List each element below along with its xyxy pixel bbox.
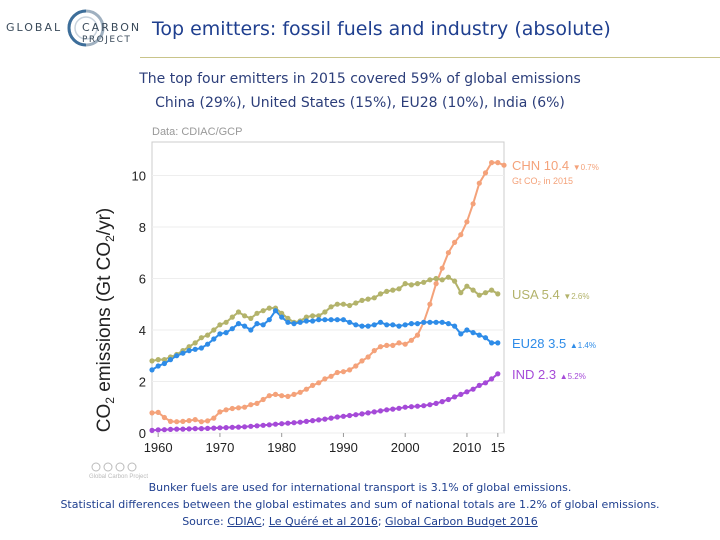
source-separator-1: ; bbox=[261, 515, 269, 528]
data-point-chn bbox=[217, 409, 222, 414]
x-tick-label: 1960 bbox=[143, 440, 173, 455]
data-point-ind bbox=[347, 413, 352, 418]
data-point-usa bbox=[199, 335, 204, 340]
data-point-chn bbox=[483, 170, 488, 175]
data-point-chn bbox=[489, 160, 494, 165]
data-point-chn bbox=[427, 302, 432, 307]
data-point-chn bbox=[329, 374, 334, 379]
data-point-usa bbox=[390, 288, 395, 293]
data-point-eu28 bbox=[285, 320, 290, 325]
footnote-source bbox=[0, 515, 720, 528]
data-point-chn bbox=[446, 250, 451, 255]
data-point-ind bbox=[156, 427, 161, 432]
data-point-eu28 bbox=[489, 340, 494, 345]
data-point-ind bbox=[205, 426, 210, 431]
data-point-ind bbox=[452, 394, 457, 399]
data-point-chn bbox=[440, 266, 445, 271]
data-point-ind bbox=[310, 418, 315, 423]
data-point-eu28 bbox=[359, 324, 364, 329]
data-point-ind bbox=[366, 410, 371, 415]
data-point-usa bbox=[353, 300, 358, 305]
data-point-chn bbox=[248, 402, 253, 407]
data-point-usa bbox=[495, 291, 500, 296]
data-point-chn bbox=[415, 333, 420, 338]
data-point-eu28 bbox=[211, 336, 216, 341]
data-point-chn bbox=[273, 392, 278, 397]
data-point-chn bbox=[162, 415, 167, 420]
data-point-ind bbox=[298, 420, 303, 425]
data-point-eu28 bbox=[341, 317, 346, 322]
data-point-eu28 bbox=[156, 363, 161, 368]
header-divider bbox=[140, 57, 720, 58]
data-point-chn bbox=[230, 406, 235, 411]
data-point-eu28 bbox=[310, 318, 315, 323]
data-point-chn bbox=[199, 419, 204, 424]
data-point-ind bbox=[211, 426, 216, 431]
data-point-ind bbox=[193, 426, 198, 431]
data-point-ind bbox=[224, 425, 229, 430]
data-point-chn bbox=[353, 363, 358, 368]
data-point-ind bbox=[353, 412, 358, 417]
data-point-chn bbox=[285, 394, 290, 399]
data-point-eu28 bbox=[396, 324, 401, 329]
data-point-chn bbox=[291, 392, 296, 397]
data-point-usa bbox=[421, 280, 426, 285]
series-unit-label: Gt CO₂ in 2015 bbox=[512, 176, 574, 187]
data-point-ind bbox=[285, 421, 290, 426]
data-point-chn bbox=[384, 343, 389, 348]
data-point-ind bbox=[304, 419, 309, 424]
data-point-chn bbox=[156, 410, 161, 415]
data-point-usa bbox=[440, 277, 445, 282]
data-point-eu28 bbox=[421, 320, 426, 325]
data-point-eu28 bbox=[378, 320, 383, 325]
data-point-ind bbox=[267, 422, 272, 427]
logo-word-project: PROJECT bbox=[82, 35, 132, 45]
data-point-ind bbox=[316, 417, 321, 422]
data-point-eu28 bbox=[483, 335, 488, 340]
data-point-chn bbox=[187, 418, 192, 423]
data-point-eu28 bbox=[162, 361, 167, 366]
data-point-chn bbox=[211, 416, 216, 421]
data-point-ind bbox=[495, 371, 500, 376]
data-point-usa bbox=[452, 279, 457, 284]
data-point-ind bbox=[409, 404, 414, 409]
data-point-chn bbox=[242, 405, 247, 410]
footnote-bunker-fuels: Bunker fuels are used for international transport is 3.1% of global emissions. bbox=[148, 481, 572, 494]
data-point-chn bbox=[359, 358, 364, 363]
data-point-usa bbox=[458, 290, 463, 295]
data-point-usa bbox=[224, 320, 229, 325]
data-point-chn bbox=[341, 369, 346, 374]
data-point-ind bbox=[396, 406, 401, 411]
data-point-usa bbox=[267, 306, 272, 311]
x-tick-label: 15 bbox=[490, 440, 506, 455]
data-point-usa bbox=[205, 333, 210, 338]
data-point-ind bbox=[458, 392, 463, 397]
data-point-chn bbox=[174, 419, 179, 424]
data-point-ind bbox=[168, 427, 173, 432]
data-point-eu28 bbox=[230, 326, 235, 331]
data-point-chn bbox=[390, 343, 395, 348]
data-point-ind bbox=[403, 405, 408, 410]
source-prefix: Source: bbox=[182, 515, 228, 528]
data-point-ind bbox=[483, 380, 488, 385]
data-point-usa bbox=[242, 313, 247, 318]
data-point-chn bbox=[335, 370, 340, 375]
data-point-ind bbox=[187, 426, 192, 431]
data-point-chn bbox=[378, 344, 383, 349]
data-point-usa bbox=[347, 303, 352, 308]
data-point-eu28 bbox=[372, 322, 377, 327]
data-point-usa bbox=[384, 289, 389, 294]
plot-area bbox=[152, 142, 504, 433]
data-point-usa bbox=[483, 290, 488, 295]
data-point-ind bbox=[421, 403, 426, 408]
data-point-eu28 bbox=[316, 317, 321, 322]
data-point-usa bbox=[409, 282, 414, 287]
data-point-chn bbox=[477, 181, 482, 186]
data-point-usa bbox=[464, 284, 469, 289]
data-point-eu28 bbox=[273, 308, 278, 313]
data-point-ind bbox=[427, 402, 432, 407]
data-point-usa bbox=[217, 322, 222, 327]
data-point-eu28 bbox=[254, 321, 259, 326]
data-point-eu28 bbox=[298, 320, 303, 325]
data-point-eu28 bbox=[427, 320, 432, 325]
data-point-chn bbox=[304, 387, 309, 392]
x-tick-label: 1970 bbox=[205, 440, 235, 455]
y-tick-label: 2 bbox=[138, 374, 146, 390]
global-carbon-budget-link[interactable]: Global Carbon Budget 2016 bbox=[385, 515, 538, 528]
data-point-usa bbox=[329, 304, 334, 309]
data-point-eu28 bbox=[236, 321, 241, 326]
data-point-eu28 bbox=[205, 342, 210, 347]
data-point-eu28 bbox=[267, 317, 272, 322]
data-point-ind bbox=[434, 401, 439, 406]
data-point-eu28 bbox=[440, 320, 445, 325]
footnote-statistical-differences: Statistical differences between the global estimates and sum of national totals are 1.2% of global emissions. bbox=[60, 498, 660, 511]
data-point-ind bbox=[390, 407, 395, 412]
data-point-usa bbox=[446, 275, 451, 280]
data-point-chn bbox=[316, 380, 321, 385]
global-carbon-project-logo bbox=[6, 6, 142, 54]
data-point-eu28 bbox=[403, 322, 408, 327]
data-point-chn bbox=[501, 163, 506, 168]
x-tick-label: 2000 bbox=[390, 440, 420, 455]
copyright-text: Global Carbon Project bbox=[89, 474, 149, 480]
data-point-eu28 bbox=[187, 348, 192, 353]
data-point-ind bbox=[242, 424, 247, 429]
subtitle-line-2: China (29%), United States (15%), EU28 (10%), India (6%) bbox=[155, 95, 565, 111]
data-point-eu28 bbox=[174, 353, 179, 358]
y-tick-label: 4 bbox=[138, 322, 146, 338]
data-point-usa bbox=[434, 276, 439, 281]
data-point-usa bbox=[310, 313, 315, 318]
data-point-ind bbox=[180, 427, 185, 432]
y-tick-label: 10 bbox=[131, 168, 146, 184]
data-point-chn bbox=[168, 419, 173, 424]
data-point-ind bbox=[329, 416, 334, 421]
data-point-usa bbox=[193, 340, 198, 345]
data-point-eu28 bbox=[304, 318, 309, 323]
data-point-eu28 bbox=[446, 321, 451, 326]
data-point-ind bbox=[254, 423, 259, 428]
series-label-ind: IND 2.3 ▲5.2% bbox=[512, 366, 586, 382]
data-point-chn bbox=[471, 201, 476, 206]
data-point-ind bbox=[415, 404, 420, 409]
data-point-chn bbox=[366, 354, 371, 359]
data-point-chn bbox=[434, 281, 439, 286]
subtitle-line-1: The top four emitters in 2015 covered 59% of global emissions bbox=[139, 71, 581, 87]
x-tick-label: 2010 bbox=[452, 440, 482, 455]
data-point-ind bbox=[440, 399, 445, 404]
data-point-chn bbox=[372, 348, 377, 353]
emissions-line-chart bbox=[84, 120, 644, 480]
data-point-chn bbox=[205, 418, 210, 423]
data-point-chn bbox=[193, 417, 198, 422]
data-point-ind bbox=[335, 414, 340, 419]
data-point-usa bbox=[366, 297, 371, 302]
x-tick-label: 1990 bbox=[328, 440, 358, 455]
data-point-eu28 bbox=[180, 351, 185, 356]
data-point-eu28 bbox=[193, 347, 198, 352]
data-point-ind bbox=[199, 426, 204, 431]
data-point-ind bbox=[261, 423, 266, 428]
data-point-eu28 bbox=[477, 333, 482, 338]
data-point-eu28 bbox=[415, 321, 420, 326]
data-point-eu28 bbox=[261, 322, 266, 327]
data-point-usa bbox=[341, 302, 346, 307]
data-point-eu28 bbox=[390, 322, 395, 327]
copyright-badge bbox=[92, 463, 136, 471]
data-point-usa bbox=[359, 298, 364, 303]
data-point-usa bbox=[489, 288, 494, 293]
data-point-ind bbox=[273, 422, 278, 427]
data-point-chn bbox=[298, 390, 303, 395]
data-point-eu28 bbox=[347, 320, 352, 325]
data-point-ind bbox=[489, 376, 494, 381]
data-point-ind bbox=[359, 411, 364, 416]
series-label-usa: USA 5.4 ▼2.6% bbox=[512, 286, 590, 302]
data-point-chn bbox=[149, 410, 154, 415]
le-quere-link[interactable]: Le Quéré et al 2016 bbox=[268, 515, 378, 528]
data-point-usa bbox=[427, 277, 432, 282]
data-point-chn bbox=[236, 405, 241, 410]
x-tick-label: 1980 bbox=[267, 440, 297, 455]
data-point-eu28 bbox=[149, 367, 154, 372]
data-point-eu28 bbox=[464, 327, 469, 332]
source-separator-2: ; bbox=[377, 515, 386, 528]
data-point-usa bbox=[372, 295, 377, 300]
data-point-chn bbox=[347, 367, 352, 372]
data-point-usa bbox=[156, 357, 161, 362]
data-point-usa bbox=[254, 311, 259, 316]
data-point-chn bbox=[396, 340, 401, 345]
data-point-eu28 bbox=[291, 321, 296, 326]
data-point-usa bbox=[471, 288, 476, 293]
data-point-eu28 bbox=[217, 331, 222, 336]
data-point-ind bbox=[149, 428, 154, 433]
data-point-ind bbox=[230, 425, 235, 430]
data-point-eu28 bbox=[248, 327, 253, 332]
data-point-usa bbox=[415, 281, 420, 286]
data-point-eu28 bbox=[168, 357, 173, 362]
data-point-eu28 bbox=[384, 322, 389, 327]
data-point-chn bbox=[224, 407, 229, 412]
data-point-ind bbox=[372, 409, 377, 414]
data-point-chn bbox=[452, 240, 457, 245]
data-point-eu28 bbox=[224, 330, 229, 335]
data-point-eu28 bbox=[242, 324, 247, 329]
data-point-chn bbox=[180, 419, 185, 424]
data-point-ind bbox=[279, 421, 284, 426]
data-point-ind bbox=[174, 427, 179, 432]
data-point-eu28 bbox=[458, 331, 463, 336]
data-point-eu28 bbox=[279, 315, 284, 320]
data-point-usa bbox=[322, 309, 327, 314]
data-point-ind bbox=[322, 417, 327, 422]
data-point-ind bbox=[477, 383, 482, 388]
page-title: Top emitters: fossil fuels and industry (absolute) bbox=[152, 18, 611, 40]
data-point-usa bbox=[230, 315, 235, 320]
data-point-chn bbox=[458, 232, 463, 237]
data-point-chn bbox=[267, 393, 272, 398]
data-point-eu28 bbox=[199, 345, 204, 350]
data-point-eu28 bbox=[409, 321, 414, 326]
data-point-usa bbox=[248, 316, 253, 321]
data-point-eu28 bbox=[335, 317, 340, 322]
data-point-eu28 bbox=[322, 317, 327, 322]
data-point-ind bbox=[341, 414, 346, 419]
y-tick-label: 6 bbox=[138, 271, 146, 287]
data-point-usa bbox=[236, 309, 241, 314]
data-point-eu28 bbox=[329, 317, 334, 322]
chart-source-label: Data: CDIAC/GCP bbox=[152, 126, 243, 138]
data-point-chn bbox=[409, 338, 414, 343]
data-point-usa bbox=[211, 327, 216, 332]
data-point-ind bbox=[378, 408, 383, 413]
cdiac-link[interactable]: CDIAC bbox=[227, 515, 262, 528]
data-point-chn bbox=[322, 376, 327, 381]
data-point-ind bbox=[248, 424, 253, 429]
data-point-usa bbox=[403, 281, 408, 286]
data-point-chn bbox=[403, 342, 408, 347]
y-axis-label: $CO_2$ emissions (Gt $CO_2/yr$) bbox=[94, 207, 117, 433]
data-point-ind bbox=[236, 425, 241, 430]
data-point-usa bbox=[261, 308, 266, 313]
data-point-ind bbox=[162, 427, 167, 432]
data-point-ind bbox=[464, 389, 469, 394]
data-point-ind bbox=[471, 387, 476, 392]
data-point-chn bbox=[261, 397, 266, 402]
data-point-eu28 bbox=[366, 324, 371, 329]
logo-word-global: GLOBAL bbox=[6, 21, 63, 34]
data-point-ind bbox=[384, 407, 389, 412]
logo-word-carbon: CARBON bbox=[82, 21, 142, 34]
data-point-eu28 bbox=[353, 322, 358, 327]
header bbox=[0, 0, 720, 58]
data-point-usa bbox=[378, 291, 383, 296]
data-point-eu28 bbox=[434, 320, 439, 325]
data-point-ind bbox=[217, 425, 222, 430]
y-tick-label: 0 bbox=[138, 426, 146, 441]
y-tick-label: 8 bbox=[138, 219, 146, 235]
data-point-eu28 bbox=[452, 324, 457, 329]
data-point-chn bbox=[495, 160, 500, 165]
data-point-usa bbox=[335, 302, 340, 307]
data-point-usa bbox=[396, 286, 401, 291]
data-point-chn bbox=[279, 393, 284, 398]
data-point-ind bbox=[446, 397, 451, 402]
data-point-chn bbox=[464, 219, 469, 224]
data-point-chn bbox=[310, 383, 315, 388]
series-label-chn: CHN 10.4 ▼0.7% bbox=[512, 158, 599, 174]
data-point-chn bbox=[254, 401, 259, 406]
data-point-eu28 bbox=[471, 330, 476, 335]
data-point-usa bbox=[477, 293, 482, 298]
series-label-eu28: EU28 3.5 ▲1.4% bbox=[512, 335, 596, 351]
data-point-eu28 bbox=[495, 340, 500, 345]
data-point-ind bbox=[291, 420, 296, 425]
data-point-usa bbox=[149, 358, 154, 363]
